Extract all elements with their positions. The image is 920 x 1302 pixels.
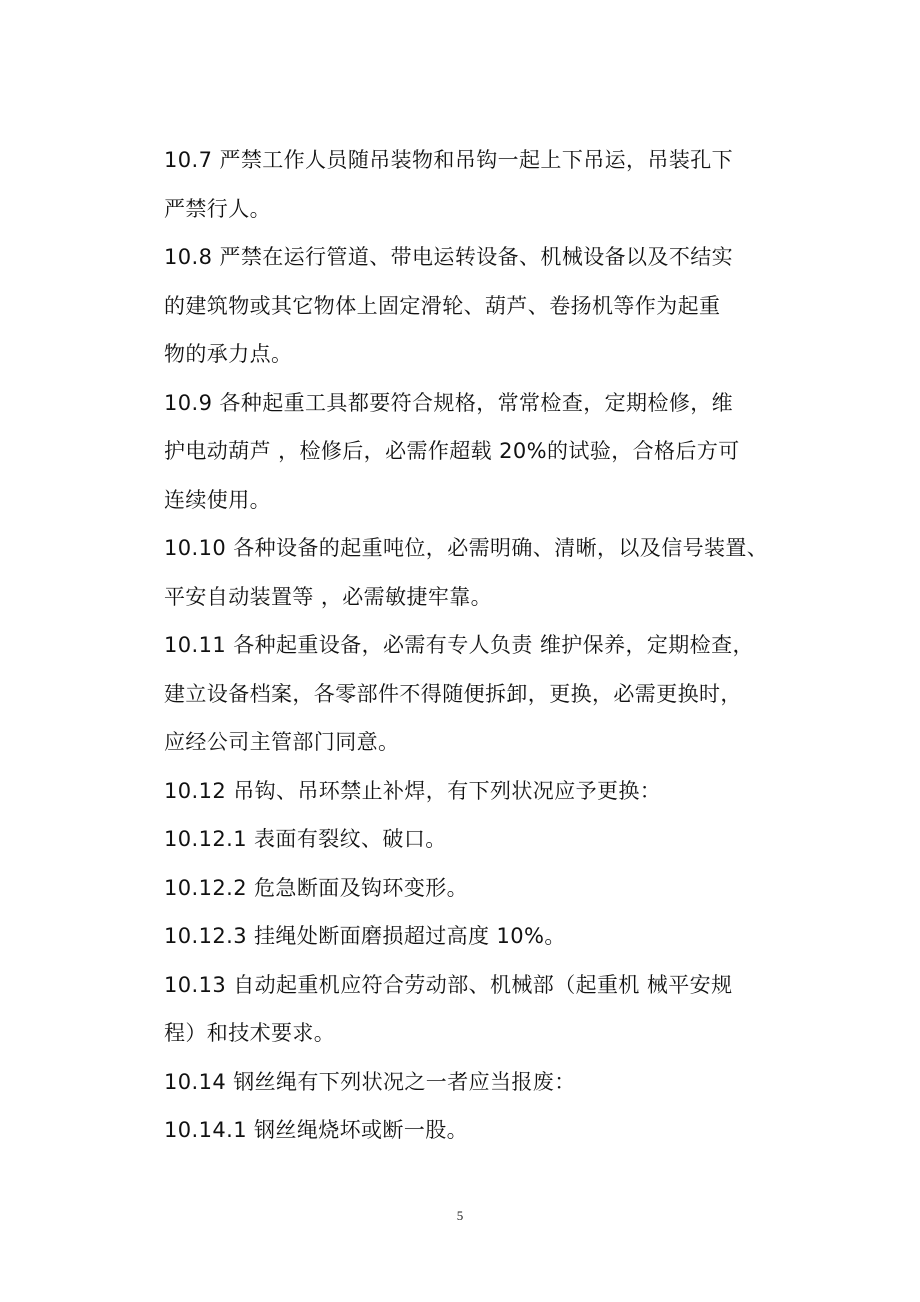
paragraph-10-13: 10.13 自动起重机应符合劳动部、机械部（起重机 械平安规 程）和技术要求。 xyxy=(164,972,733,1045)
paragraph-10-10: 10.10 各种设备的起重吨位，必需明确、清晰，以及信号装置、 平安自动装置等 ，必需敏捷牢靠。 xyxy=(164,536,769,609)
paragraph-10-8: 10.8 严禁在运行管道、带电运转设备、机械设备以及不结实 的建筑物或其它物体上固定滑轮、葫芦、卷扬机等作为起重 物的承力点。 xyxy=(164,245,734,366)
paragraph-10-12-1: 10.12.1 表面有裂纹、破口。 xyxy=(164,827,447,851)
paragraph-10-12: 10.12 吊钩、吊环禁止补焊，有下列状况应予更换： xyxy=(164,778,662,803)
paragraph-10-11: 10.11 各种起重设备，必需有专人负责 维护保养，定期检查， 建立设备档案，各零部件不得随便拆卸，更换，必需更换时， 应经公司主管部门同意。 xyxy=(164,633,754,754)
document-body xyxy=(164,136,804,1155)
page-number: 5 xyxy=(456,1208,464,1223)
paragraph-10-9: 10.9 各种起重工具都要符合规格，常常检查，定期检修，维 护电动葫芦 ，检修后，必需作超载 20%的试验，合格后方可 连续使用。 xyxy=(164,390,740,512)
paragraph-10-14: 10.14 钢丝绳有下列状况之一者应当报废： xyxy=(164,1069,576,1094)
paragraph-10-12-2: 10.12.2 危急断面及钩环变形。 xyxy=(164,875,469,900)
paragraph-10-14-1: 10.14.1 钢丝绳烧坏或断一股。 xyxy=(164,1118,469,1142)
paragraph-10-12-3: 10.12.3 挂绳处断面磨损超过高度 10%。 xyxy=(164,924,566,948)
paragraph-10-7: 10.7 严禁工作人员随吊装物和吊钩一起上下吊运，吊装孔下 严禁行人。 xyxy=(164,148,734,221)
